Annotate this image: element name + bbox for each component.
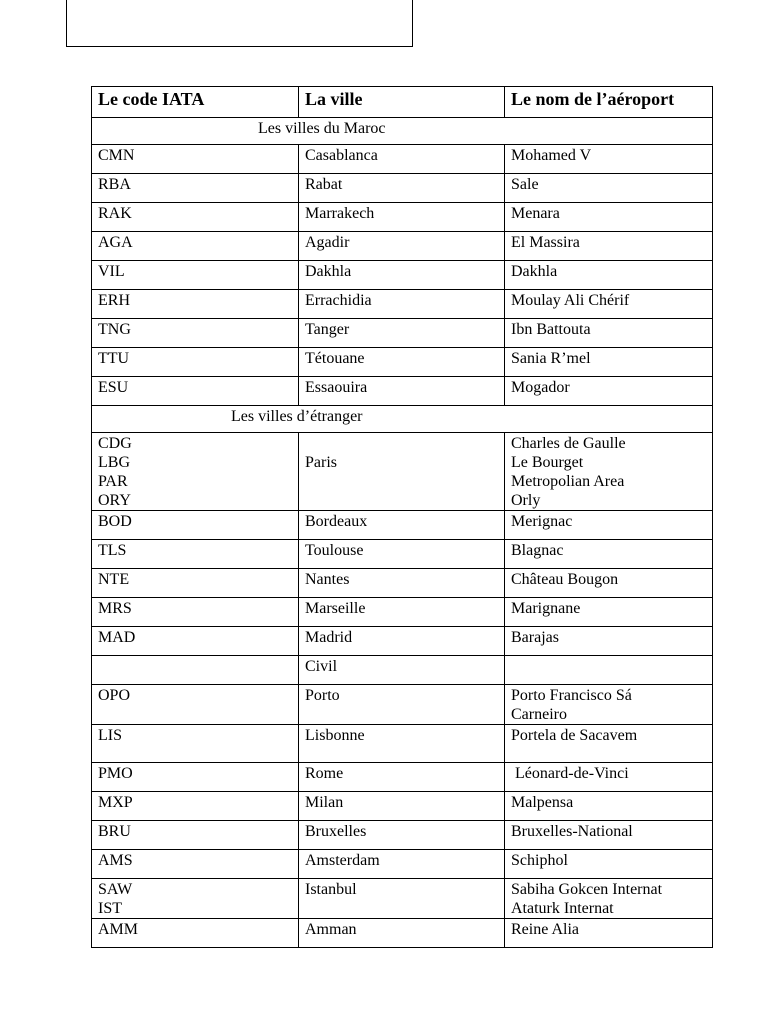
table-row — [92, 919, 713, 948]
airport-name: El Massira — [511, 234, 580, 251]
cell-airport-name — [505, 348, 713, 377]
city-name: Bordeaux — [305, 513, 368, 530]
city-name: Tanger — [305, 321, 350, 338]
header-city: La ville — [299, 87, 505, 118]
cell-city — [299, 879, 505, 919]
city-name: Lisbonne — [305, 727, 365, 744]
cell-city — [299, 290, 505, 319]
city-name: Essaouira — [305, 379, 368, 396]
airport-name: Ibn Battouta — [511, 321, 591, 338]
city-name: Civil — [305, 658, 338, 675]
airport-name: Blagnac — [511, 542, 564, 559]
cell-city — [299, 203, 505, 232]
table-row — [92, 792, 713, 821]
cell-airport-name — [505, 821, 713, 850]
cell-city — [299, 232, 505, 261]
iata-code: AMS — [98, 852, 133, 869]
city-name: Marrakech — [305, 205, 375, 222]
cell-airport-name — [505, 540, 713, 569]
cell-iata-code — [92, 511, 299, 540]
cell-airport-name — [505, 145, 713, 174]
airport-name: Mogador — [511, 379, 570, 396]
cell-city — [299, 919, 505, 948]
cell-city — [299, 656, 505, 685]
city-name: Rabat — [305, 176, 343, 193]
city-name: Nantes — [305, 571, 350, 588]
table-row — [92, 377, 713, 406]
cell-iata-code — [92, 656, 299, 685]
cell-iata-code — [92, 879, 299, 919]
cell-city — [299, 145, 505, 174]
city-name: Agadir — [305, 234, 350, 251]
city-name: Tétouane — [305, 350, 365, 367]
table-row — [92, 232, 713, 261]
cell-iata-code — [92, 348, 299, 377]
airport-name: Sania R’mel — [511, 350, 591, 367]
airport-name: Le Bourget — [511, 454, 584, 471]
airport-name: Ataturk Internat — [511, 900, 614, 917]
cell-iata-code — [92, 569, 299, 598]
table-row — [92, 569, 713, 598]
header-airport-name: Le nom de l’aéroport — [505, 87, 713, 118]
airport-name: Moulay Ali Chérif — [511, 292, 630, 309]
cell-iata-code — [92, 725, 299, 763]
top-empty-box — [66, 0, 413, 47]
cell-airport-name — [505, 598, 713, 627]
iata-code: CDG — [98, 435, 132, 452]
table-row — [92, 261, 713, 290]
city-name: Madrid — [305, 629, 353, 646]
cell-airport-name — [505, 919, 713, 948]
city-name: Porto — [305, 687, 340, 704]
table-row — [92, 290, 713, 319]
iata-airport-table — [91, 86, 713, 948]
airport-name: Marignane — [511, 600, 581, 617]
cell-city — [299, 261, 505, 290]
iata-code: AGA — [98, 234, 133, 251]
airport-name: Château Bougon — [511, 571, 619, 588]
airport-name: Mohamed V — [511, 147, 592, 164]
iata-code: LBG — [98, 454, 130, 471]
cell-city — [299, 725, 505, 763]
city-name: Toulouse — [305, 542, 364, 559]
airport-name: Merignac — [511, 513, 573, 530]
cell-airport-name — [505, 879, 713, 919]
cell-city — [299, 763, 505, 792]
iata-code: MXP — [98, 794, 133, 811]
cell-iata-code — [92, 850, 299, 879]
cell-city — [299, 348, 505, 377]
airport-name: Malpensa — [511, 794, 574, 811]
cell-iata-code — [92, 232, 299, 261]
table-row — [92, 319, 713, 348]
airport-name: Schiphol — [511, 852, 568, 869]
cell-iata-code — [92, 821, 299, 850]
cell-iata-code — [92, 919, 299, 948]
table-row — [92, 511, 713, 540]
cell-iata-code — [92, 540, 299, 569]
cell-city — [299, 850, 505, 879]
cell-city — [299, 627, 505, 656]
iata-code: AMM — [98, 921, 139, 938]
city-name: Milan — [305, 794, 344, 811]
table-row — [92, 656, 713, 685]
city-name: Casablanca — [305, 147, 378, 164]
table-row — [92, 763, 713, 792]
city-name: Errachidia — [305, 292, 372, 309]
cell-airport-name — [505, 569, 713, 598]
city-name: Istanbul — [305, 881, 357, 898]
cell-airport-name — [505, 203, 713, 232]
table-row — [92, 725, 713, 763]
airport-name: Dakhla — [511, 263, 558, 280]
iata-code: BRU — [98, 823, 131, 840]
airport-name: Carneiro — [511, 706, 567, 723]
cell-city — [299, 821, 505, 850]
city-name: Amman — [305, 921, 357, 938]
airport-name: Porto Francisco Sá — [511, 687, 632, 704]
iata-code: TLS — [98, 542, 127, 559]
table-row — [92, 598, 713, 627]
iata-code: ESU — [98, 379, 129, 396]
iata-code: TTU — [98, 350, 130, 367]
cell-city — [299, 433, 505, 511]
table-row — [92, 850, 713, 879]
cell-city — [299, 569, 505, 598]
iata-code: CMN — [98, 147, 135, 164]
iata-code: MAD — [98, 629, 136, 646]
iata-code: PMO — [98, 765, 133, 782]
airport-name: Orly — [511, 492, 541, 509]
iata-code: IST — [98, 900, 122, 917]
table-row — [92, 540, 713, 569]
airport-name: Reine Alia — [511, 921, 579, 938]
table-body — [92, 118, 713, 948]
iata-code: VIL — [98, 263, 125, 280]
table-row — [92, 348, 713, 377]
cell-iata-code — [92, 792, 299, 821]
cell-city — [299, 598, 505, 627]
table-row — [92, 433, 713, 511]
iata-code: NTE — [98, 571, 130, 588]
cell-city — [299, 540, 505, 569]
iata-code: RAK — [98, 205, 132, 222]
cell-iata-code — [92, 763, 299, 792]
cell-iata-code — [92, 598, 299, 627]
cell-airport-name — [505, 377, 713, 406]
iata-code: ERH — [98, 292, 130, 309]
cell-iata-code — [92, 319, 299, 348]
cell-airport-name — [505, 627, 713, 656]
cell-airport-name — [505, 763, 713, 792]
airport-name: Bruxelles-National — [511, 823, 633, 840]
iata-code: LIS — [98, 727, 122, 744]
city-name: Marseille — [305, 600, 366, 617]
cell-airport-name — [505, 290, 713, 319]
cell-iata-code — [92, 290, 299, 319]
airport-name: Barajas — [511, 629, 559, 646]
airport-name: Léonard-de-Vinci — [511, 765, 629, 782]
iata-code: ORY — [98, 492, 131, 509]
cell-city — [299, 174, 505, 203]
cell-airport-name — [505, 850, 713, 879]
table-header-row — [92, 87, 713, 118]
table-row — [92, 879, 713, 919]
airport-name: Portela de Sacavem — [511, 727, 638, 744]
cell-city — [299, 792, 505, 821]
airport-name: Metropolian Area — [511, 473, 625, 490]
table-row — [92, 685, 713, 725]
iata-code: MRS — [98, 600, 132, 617]
cell-airport-name — [505, 725, 713, 763]
airport-name: Sabiha Gokcen Internat — [511, 881, 663, 898]
cell-iata-code — [92, 433, 299, 511]
city-name: Dakhla — [305, 263, 352, 280]
cell-iata-code — [92, 627, 299, 656]
airport-name: Charles de Gaulle — [511, 435, 626, 452]
section-title: Les villes du Maroc — [258, 120, 386, 137]
cell-airport-name — [505, 174, 713, 203]
section-header-row — [92, 118, 713, 145]
header-iata-code: Le code IATA — [92, 87, 299, 118]
cell-city — [299, 685, 505, 725]
table-row — [92, 145, 713, 174]
cell-iata-code — [92, 203, 299, 232]
table-row — [92, 174, 713, 203]
airport-name: Menara — [511, 205, 560, 222]
table-row — [92, 821, 713, 850]
iata-code: BOD — [98, 513, 132, 530]
cell-iata-code — [92, 377, 299, 406]
cell-airport-name — [505, 685, 713, 725]
cell-iata-code — [92, 261, 299, 290]
iata-code: TNG — [98, 321, 131, 338]
iata-code: RBA — [98, 176, 131, 193]
cell-airport-name — [505, 656, 713, 685]
cell-airport-name — [505, 433, 713, 511]
cell-iata-code — [92, 174, 299, 203]
cell-airport-name — [505, 792, 713, 821]
cell-city — [299, 377, 505, 406]
cell-airport-name — [505, 261, 713, 290]
iata-code: OPO — [98, 687, 131, 704]
cell-airport-name — [505, 511, 713, 540]
cell-city — [299, 511, 505, 540]
city-name: Bruxelles — [305, 823, 367, 840]
cell-airport-name — [505, 232, 713, 261]
airport-name: Sale — [511, 176, 539, 193]
cell-airport-name — [505, 319, 713, 348]
cell-iata-code — [92, 685, 299, 725]
cell-iata-code — [92, 145, 299, 174]
iata-code: PAR — [98, 473, 128, 490]
city-name: Paris — [305, 454, 337, 471]
table-row — [92, 627, 713, 656]
section-header-row — [92, 406, 713, 433]
cell-city — [299, 319, 505, 348]
section-title: Les villes d’étranger — [231, 408, 363, 425]
table-row — [92, 203, 713, 232]
iata-code: SAW — [98, 881, 133, 898]
city-name: Rome — [305, 765, 344, 782]
city-name: Amsterdam — [305, 852, 380, 869]
